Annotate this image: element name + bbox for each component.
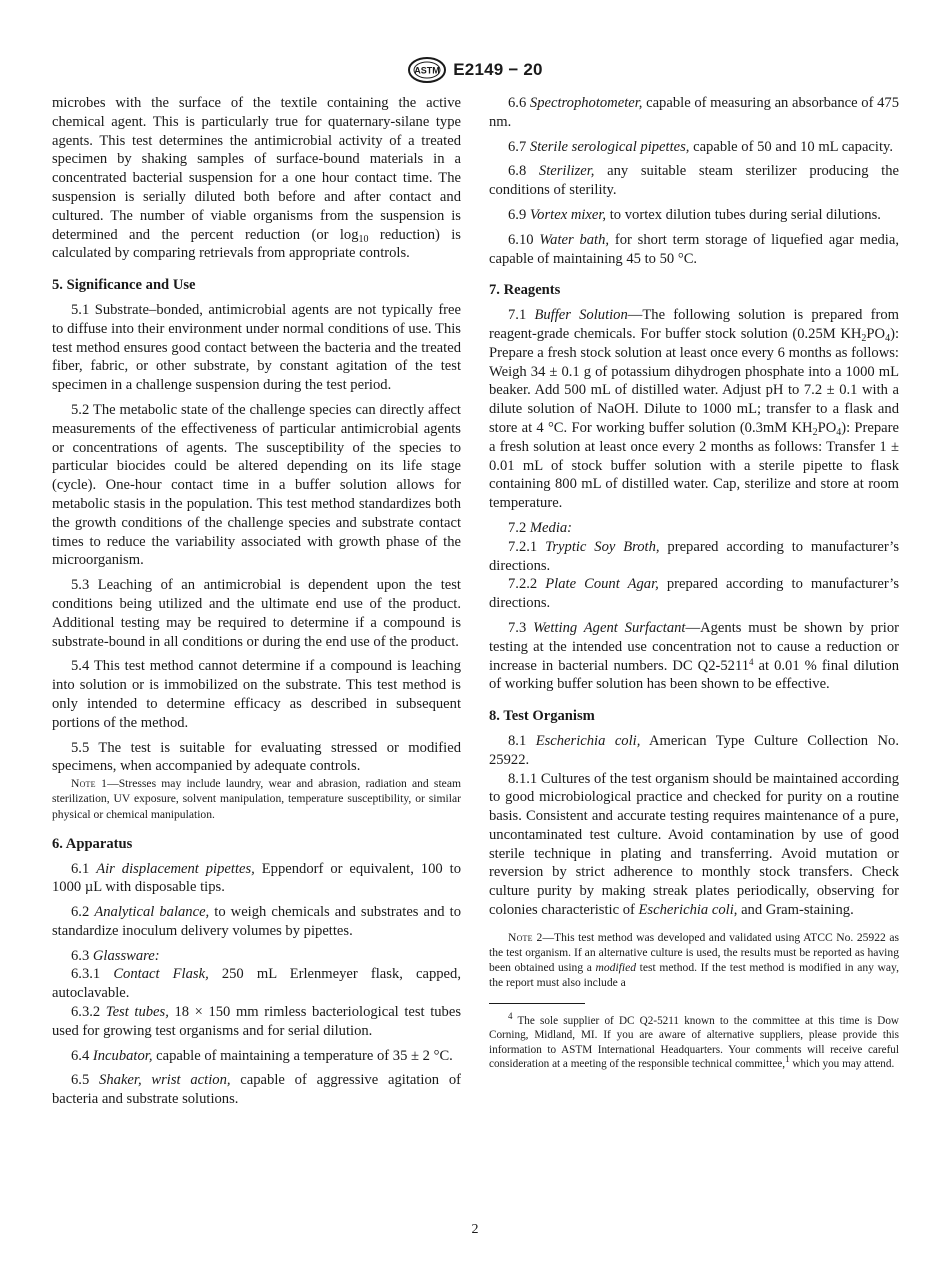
document-designation: E2149 − 20 — [453, 60, 543, 79]
footnote-divider — [489, 1003, 585, 1004]
para-7-2: 7.2 Media: — [508, 519, 573, 536]
para-6-7: 6.7 Sterile serological pipettes, capable of 50 and 10 mL capacity. — [508, 138, 894, 155]
section-7-heading: 7. Reagents — [489, 282, 561, 299]
para-6-8: 6.8 Sterilizer, any suitable steam sterilizer producing the conditions of sterility. — [489, 163, 899, 199]
para-5-4: 5.4 This test method cannot determine if a compound is leaching into solution or is immobilized on the substrate. This test method is only intended to determine efficacy as described in subsequent portions of the method. — [52, 658, 461, 731]
para-7-3: 7.3 Wetting Agent Surfactant—Agents must be shown by prior testing at the intended use concentration not to cause a reduction or increase in bacterial numbers. DC Q2-5211$^4$ at 0.01 % final dilution of working buffer solution has been shown to be effective. — [489, 619, 899, 693]
para-6-6: 6.6 Spectrophotometer, capable of measuring an absorbance of 475 nm. — [489, 95, 899, 130]
para-8-1: 8.1 Escherichia coli, American Type Culture Collection No. 25922. — [489, 732, 900, 768]
note-1: Note 1—Stresses may include laundry, wear and abrasion, radiation and steam sterilization, UV exposure, solvent manipulation, temperature susceptibility, or similar physical or chemical manipulation. — [52, 777, 461, 821]
para-6-3: 6.3 Glassware: — [71, 947, 160, 964]
intro-paragraph: microbes with the surface of the textile containing the active chemical agent. This is particularly true for quaternary-silane type agents. This test determines the antimicrobial activity of a treated specimen by shaking samples of surface-bound materials in a concentrated bacterial suspension for a one hour contact time. The suspension is serially diluted both before and after contact and cultured. The number of viable organisms from the suspension is determined and the percent reduction (or $\log_{10}$ reduction) is calculated by comparing retrievals from appropriate controls. — [52, 95, 461, 262]
para-8-1-1: 8.1.1 Cultures of the test organism should be maintained according to good microbiological practice and checked for purity on a routine basis. Consistent and accurate testing requires maintenance of a pure, uncontaminated test culture. Avoid contamination by use of good sterile technique in plating and transferring. Avoid mutation or reversion by strict adherence to monthly stock transfers. Check culture purity by making streak plates periodically, observing for colonies characteristic of Escherichia coli, and Gram-staining. — [489, 770, 899, 919]
para-5-5: 5.5 The test is suitable for evaluating stressed or modified specimens, when accompanied by adequate controls. — [52, 739, 461, 775]
para-6-9: 6.9 Vortex mixer, to vortex dilution tubes during serial dilutions. — [508, 206, 881, 223]
para-6-2: 6.2 Analytical balance, to weigh chemicals and substrates and to standardize inoculum delivery volumes by pipettes. — [52, 904, 462, 939]
section-6-heading: 6. Apparatus — [52, 835, 133, 852]
astm-logo — [407, 57, 447, 83]
para-7-1: 7.1 Buffer Solution—The following solution is prepared from reagent-grade chemicals. For buffer stock solution (0.25M $KH_2PO_4$): Prepare a fresh stock solution at least once every 6 months as follows: Weigh 34 ± 0.1 g of potassium dihydrogen phosphate into a 1000 mL beaker. Add 500 mL of distilled water. Adjust pH to 7.2 ± 0.1 with a dilute solution of NaOH. Dilute to 1000 mL; transfer to a flask and store at 4 °C. For working buffer solution (0.3mM $KH_2PO_4$): Prepare a fresh solution at least once every 2 months as follows: Transfer 1 ± 0.01 mL of stock buffer solution with a sterile pipette to flask containing 800 mL of distilled water. Cap, sterilize and store at room temperature. — [489, 307, 899, 512]
para-6-3-2: 6.3.2 Test tubes, 18 × 150 mm rimless bacteriological test tubes used for growing test organisms and for serial dilution. — [52, 1004, 461, 1039]
para-6-5: 6.5 Shaker, wrist action, capable of aggressive agitation of bacteria and substrate solutions. — [52, 1072, 462, 1108]
right-column — [489, 94, 899, 1072]
para-7-2-2: 7.2.2 Plate Count Agar, prepared according to manufacturer’s directions. — [489, 576, 899, 612]
page-header — [0, 56, 950, 84]
para-6-10: 6.10 Water bath, for short term storage of liquefied agar media, capable of maintaining 45 to 50 °C. — [489, 231, 899, 267]
para-7-2-1: 7.2.1 Tryptic Soy Broth, prepared according to manufacturer’s directions. — [489, 538, 899, 574]
page-number: 2 — [471, 1222, 479, 1237]
note-2: Note 2—This test method was developed and validated using ATCC No. 25922 as the test organism. If an alternative culture is used, the results must be reported as having been obtained using a modified test method. If the test method is modified in any way, the report must also include a — [489, 930, 900, 990]
para-6-4: 6.4 Incubator, capable of maintaining a temperature of 35 ± 2 °C. — [71, 1047, 453, 1064]
left-column — [52, 94, 461, 1115]
logo-text: ASTM — [414, 65, 441, 76]
para-6-3-1: 6.3.1 Contact Flask, 250 mL Erlenmeyer flask, capped, autoclavable. — [52, 966, 461, 1002]
footnote-4: $^4$ The sole supplier of DC Q2-5211 known to the committee at this time is Dow Corning, Midland, MI. If you are aware of alternative suppliers, please provide this information to ASTM International Headquarters. Your comments will receive careful consideration at a meeting of the responsible technical committee,$^1$ which you may attend. — [489, 1010, 899, 1071]
para-5-2: 5.2 The metabolic state of the challenge species can directly affect measurements of the effectiveness of particular antimicrobial agents or concentrations of agents. The susceptibility of the species to particular biocides could be altered depending on its life stage (cycle). One-hour contact time in a buffer solution allows for metabolic stasis in the population. This test method standardizes both the growth conditions of the challenge species and substrate contact times to reduce the variability associated with growth phase of the microorganism. — [52, 401, 461, 569]
section-8-heading: 8. Test Organism — [489, 708, 595, 725]
section-5-heading: 5. Significance and Use — [52, 277, 196, 294]
para-5-3: 5.3 Leaching of an antimicrobial is dependent upon the test conditions being utilized and the ultimate end use of the product. Additional testing may be required to determine if a compound is substrate-bound in all conditions or during the end use of the product. — [52, 577, 461, 650]
para-6-1: 6.1 Air displacement pipettes, Eppendorf or equivalent, 100 to 1000 µL with disposable tips. — [52, 860, 462, 896]
para-5-1: 5.1 Substrate–bonded, antimicrobial agents are not typically free to diffuse into their environment under normal conditions of use. This test method ensures good contact between the bacteria and the treated fiber, fabric, or other substrate, by constant agitation of the test specimen in a challenge suspension during the test period. — [52, 301, 461, 394]
